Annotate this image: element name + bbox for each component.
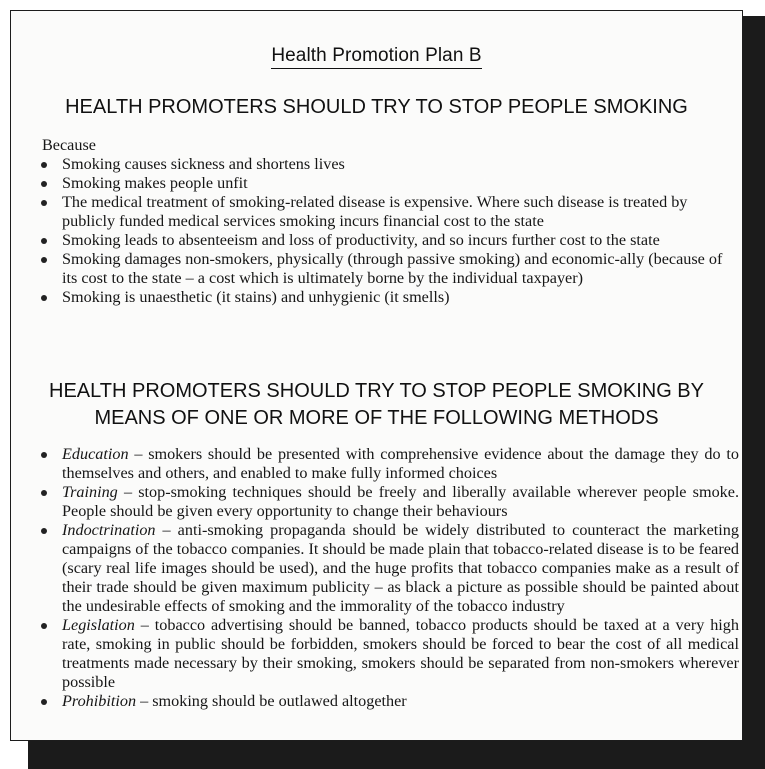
method-item-indoctrination <box>38 521 739 616</box>
method-text: – smoking should be outlawed altogether <box>136 692 407 710</box>
section-heading-goal: HEALTH PROMOTERS SHOULD TRY TO STOP PEOPLE SMOKING <box>65 96 688 118</box>
method-term: Training <box>62 483 118 501</box>
reason-text: Smoking damages non-smokers, physically (through passive smoking) and economic-ally (because of its cost to the state – a cost which is ultimately borne by the individual taxpayer) <box>62 250 723 287</box>
bullet-icon <box>41 452 47 458</box>
because-label: Because <box>42 136 96 154</box>
reason-text: Smoking causes sickness and shortens lives <box>62 155 345 173</box>
reason-item <box>38 231 739 250</box>
method-term: Prohibition <box>62 692 137 710</box>
page-shadow-bottom <box>28 741 765 769</box>
document-title <box>11 45 742 69</box>
bullet-icon <box>41 528 47 534</box>
document-title-text: Health Promotion Plan B <box>271 45 481 69</box>
reason-item <box>38 174 739 193</box>
bullet-icon <box>41 490 47 496</box>
bullet-icon <box>41 295 47 301</box>
method-item-legislation <box>38 616 739 692</box>
reason-text: Smoking makes people unfit <box>62 174 248 192</box>
bullet-icon <box>41 623 47 629</box>
page-shadow-right <box>743 16 765 769</box>
reason-item <box>38 193 739 231</box>
bullet-icon <box>41 257 47 263</box>
methods-heading-line-2: MEANS OF ONE OR MORE OF THE FOLLOWING METHODS <box>94 407 659 429</box>
methods-heading-line-1: HEALTH PROMOTERS SHOULD TRY TO STOP PEOPLE SMOKING BY <box>49 380 704 402</box>
method-text: – anti-smoking propaganda should be widely distributed to counteract the marketing campaigns of the tobacco companies. It should be made plain that tobacco-related disease is to be feared (scary real life images should be used), and the huge profits that tobacco companies make as a result of their trade should be given maximum publicity – as black a picture as possible should be painted about the undesirable effects of smoking and the immorality of the tobacco industry <box>62 521 739 615</box>
bullet-icon <box>41 699 47 705</box>
bullet-icon <box>41 181 47 187</box>
bullet-icon <box>41 238 47 244</box>
method-item-education <box>38 445 739 483</box>
method-item-prohibition <box>38 692 739 711</box>
reason-text: The medical treatment of smoking-related disease is expensive. Where such disease is treated by publicly funded medical services smoking incurs financial cost to the state <box>62 193 688 230</box>
bullet-icon <box>41 162 47 168</box>
reason-item <box>38 288 739 307</box>
reason-text: Smoking is unaesthetic (it stains) and unhygienic (it smells) <box>62 288 450 306</box>
method-item-training <box>38 483 739 521</box>
reasons-list <box>38 155 739 307</box>
methods-list <box>38 445 739 711</box>
reason-item <box>38 250 739 288</box>
reason-item <box>38 155 739 174</box>
method-term: Education <box>62 445 129 463</box>
document-page <box>10 10 743 741</box>
reason-text: Smoking leads to absenteeism and loss of productivity, and so incurs further cost to the state <box>62 231 660 249</box>
bullet-icon <box>41 200 47 206</box>
method-text: – smokers should be presented with comprehensive evidence about the damage they do to themselves and others, and enabled to make fully informed choices <box>62 445 739 482</box>
method-text: – tobacco advertising should be banned, tobacco products should be taxed at a very high rate, smoking in public should be forbidden, smokers should be forced to bear the cost of all medical treatments made necessary by their smoking, smokers should be separated from non-smokers wherever possible <box>62 616 739 691</box>
section-heading-methods <box>25 378 728 432</box>
method-term: Legislation <box>62 616 135 634</box>
method-term: Indoctrination <box>62 521 156 539</box>
method-text: – stop-smoking techniques should be freely and liberally available wherever people smoke. People should be given every opportunity to change their behaviours <box>62 483 739 520</box>
